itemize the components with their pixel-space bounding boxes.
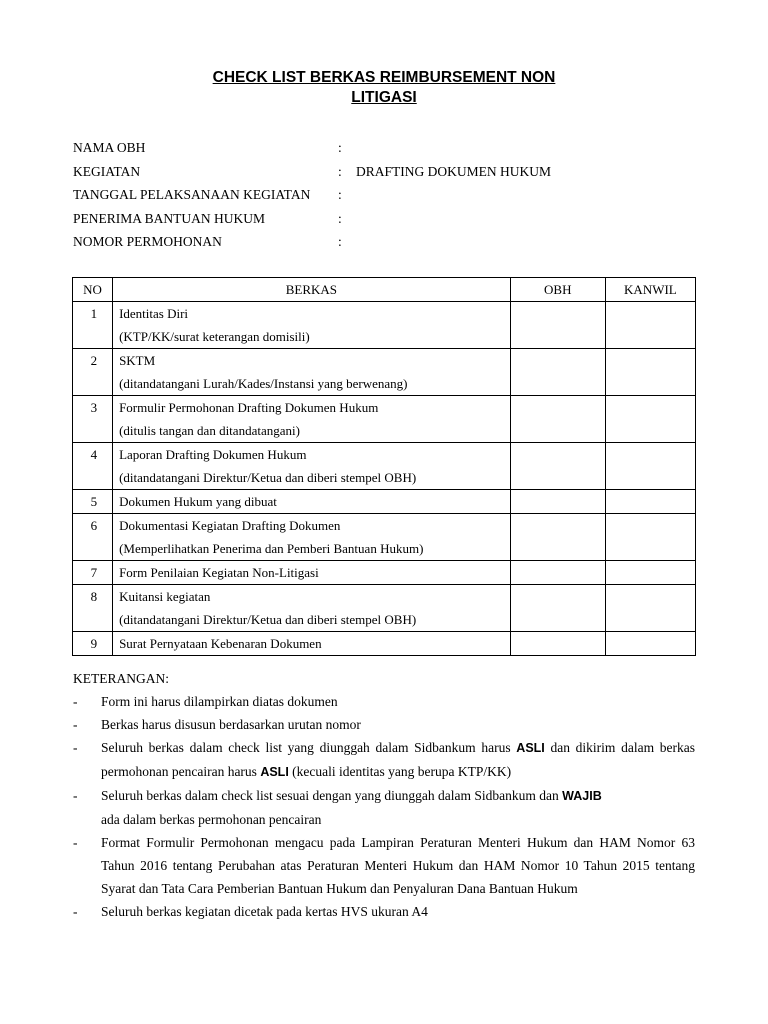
- row-number: 7: [73, 561, 113, 585]
- header-no: NO: [73, 278, 113, 302]
- berkas-note: (ditandatangani Direktur/Ketua dan diberi stempel OBH): [119, 470, 417, 485]
- row-berkas: [113, 490, 511, 514]
- note-emphasis: ASLI: [516, 741, 545, 755]
- row-berkas: [113, 396, 511, 443]
- kanwil-check-cell[interactable]: [605, 632, 695, 656]
- checklist-table: [72, 277, 696, 656]
- info-label: PENERIMA BANTUAN HUKUM: [73, 210, 266, 226]
- table-row: [73, 396, 696, 443]
- table-row: [73, 443, 696, 490]
- note-text: ada dalam berkas permohonan pencairan: [101, 812, 322, 827]
- row-berkas: [113, 349, 511, 396]
- note-emphasis: ASLI: [260, 765, 289, 779]
- obh-check-cell[interactable]: [510, 490, 605, 514]
- note-text: dan dikirim dalam berkas permohonan pencairan harus: [101, 740, 695, 779]
- kanwil-check-cell[interactable]: [605, 490, 695, 514]
- berkas-note: (ditandatangani Direktur/Ketua dan diberi stempel OBH): [119, 612, 417, 627]
- info-label: NOMOR PERMOHONAN: [73, 234, 222, 249]
- kanwil-check-cell[interactable]: [605, 396, 695, 443]
- bullet-dash: -: [73, 788, 78, 803]
- note-emphasis: WAJIB: [562, 789, 602, 803]
- row-berkas: [113, 561, 511, 585]
- info-colon: :: [338, 234, 342, 249]
- kanwil-check-cell[interactable]: [605, 585, 695, 632]
- header-kanwil: KANWIL: [605, 278, 695, 302]
- note-text: Seluruh berkas dalam check list sesuai dengan yang diunggah dalam Sidbankum dan: [101, 788, 563, 803]
- obh-check-cell[interactable]: [510, 443, 605, 490]
- info-colon: :: [338, 210, 342, 226]
- note-item: [73, 784, 695, 831]
- row-berkas: [113, 302, 511, 349]
- berkas-title: Form Penilaian Kegiatan Non-Litigasi: [119, 565, 319, 580]
- note-item: [73, 900, 695, 923]
- info-colon: :: [338, 163, 342, 179]
- row-number: 2: [73, 349, 113, 396]
- notes-section: [73, 668, 695, 923]
- header-obh: OBH: [510, 278, 605, 302]
- berkas-title: Surat Pernyataan Kebenaran Dokumen: [119, 636, 322, 651]
- row-number: 3: [73, 396, 113, 443]
- title-line-2: LITIGASI: [351, 89, 417, 106]
- table-row: [73, 632, 696, 656]
- berkas-note: (Memperlihatkan Penerima dan Pemberi Bantuan Hukum): [119, 541, 424, 556]
- obh-check-cell[interactable]: [510, 585, 605, 632]
- obh-check-cell[interactable]: [510, 561, 605, 585]
- berkas-note: (ditandatangani Lurah/Kades/Instansi yang berwenang): [119, 376, 408, 391]
- note-item: [73, 690, 695, 713]
- row-berkas: [113, 514, 511, 561]
- berkas-title: Dokumentasi Kegiatan Drafting Dokumen: [119, 518, 341, 533]
- obh-check-cell[interactable]: [510, 514, 605, 561]
- header-berkas: BERKAS: [113, 278, 511, 302]
- table-row: [73, 490, 696, 514]
- berkas-title: SKTM: [119, 353, 156, 368]
- table-row: [73, 585, 696, 632]
- note-text: Seluruh berkas dalam check list yang diunggah dalam Sidbankum harus: [101, 740, 517, 755]
- notes-heading: KETERANGAN:: [73, 671, 169, 686]
- row-number: 5: [73, 490, 113, 514]
- note-text: Berkas harus disusun berdasarkan urutan nomor: [101, 717, 361, 732]
- info-label: KEGIATAN: [73, 163, 141, 179]
- row-number: 4: [73, 443, 113, 490]
- bullet-dash: -: [73, 904, 78, 919]
- kanwil-check-cell[interactable]: [605, 349, 695, 396]
- obh-check-cell[interactable]: [510, 349, 605, 396]
- obh-check-cell[interactable]: [510, 632, 605, 656]
- obh-check-cell[interactable]: [510, 396, 605, 443]
- table-row: [73, 349, 696, 396]
- bullet-dash: -: [73, 835, 78, 850]
- berkas-title: Kuitansi kegiatan: [119, 589, 211, 604]
- note-item: [73, 831, 695, 900]
- info-label: NAMA OBH: [73, 140, 146, 155]
- note-text: Seluruh berkas kegiatan dicetak pada kertas HVS ukuran A4: [101, 904, 428, 919]
- row-number: 1: [73, 302, 113, 349]
- row-number: 8: [73, 585, 113, 632]
- note-text: Form ini harus dilampirkan diatas dokumen: [101, 694, 338, 709]
- row-number: 6: [73, 514, 113, 561]
- bullet-dash: -: [73, 740, 78, 755]
- kanwil-check-cell[interactable]: [605, 443, 695, 490]
- info-value: DRAFTING DOKUMEN HUKUM: [356, 163, 551, 179]
- berkas-note: (ditulis tangan dan ditandatangani): [119, 423, 300, 438]
- note-text: Format Formulir Permohonan mengacu pada Lampiran Peraturan Menteri Hukum dan HAM Nomor 63 Tahun 2016 tentang Perubahan atas Peraturan Menteri Hukum dan HAM Nomor 10 Tahun 2015 tentang Syarat dan Tata Cara Pemberian Bantuan Hukum dan Penyaluran Dana Bantuan Hukum: [101, 835, 695, 896]
- bullet-dash: -: [73, 694, 78, 709]
- table-row: [73, 561, 696, 585]
- kanwil-check-cell[interactable]: [605, 302, 695, 349]
- kanwil-check-cell[interactable]: [605, 514, 695, 561]
- note-item: [73, 736, 695, 784]
- bullet-dash: -: [73, 717, 78, 732]
- obh-check-cell[interactable]: [510, 302, 605, 349]
- note-text: (kecuali identitas yang berupa KTP/KK): [288, 764, 512, 779]
- row-berkas: [113, 632, 511, 656]
- berkas-title: Laporan Drafting Dokumen Hukum: [119, 447, 307, 462]
- berkas-title: Dokumen Hukum yang dibuat: [119, 494, 277, 509]
- info-label: TANGGAL PELAKSANAAN KEGIATAN: [73, 187, 311, 202]
- row-berkas: [113, 585, 511, 632]
- berkas-title: Formulir Permohonan Drafting Dokumen Hukum: [119, 400, 379, 415]
- document-title: [0, 68, 768, 108]
- berkas-note: (KTP/KK/surat keterangan domisili): [119, 329, 310, 344]
- table-header-row: [73, 278, 696, 302]
- row-berkas: [113, 443, 511, 490]
- note-item: [73, 713, 695, 736]
- info-colon: :: [338, 187, 342, 202]
- table-row: [73, 302, 696, 349]
- title-line-1: CHECK LIST BERKAS REIMBURSEMENT NON: [212, 69, 556, 86]
- kanwil-check-cell[interactable]: [605, 561, 695, 585]
- table-row: [73, 514, 696, 561]
- row-number: 9: [73, 632, 113, 656]
- berkas-title: Identitas Diri: [119, 306, 189, 321]
- info-colon: :: [338, 140, 342, 155]
